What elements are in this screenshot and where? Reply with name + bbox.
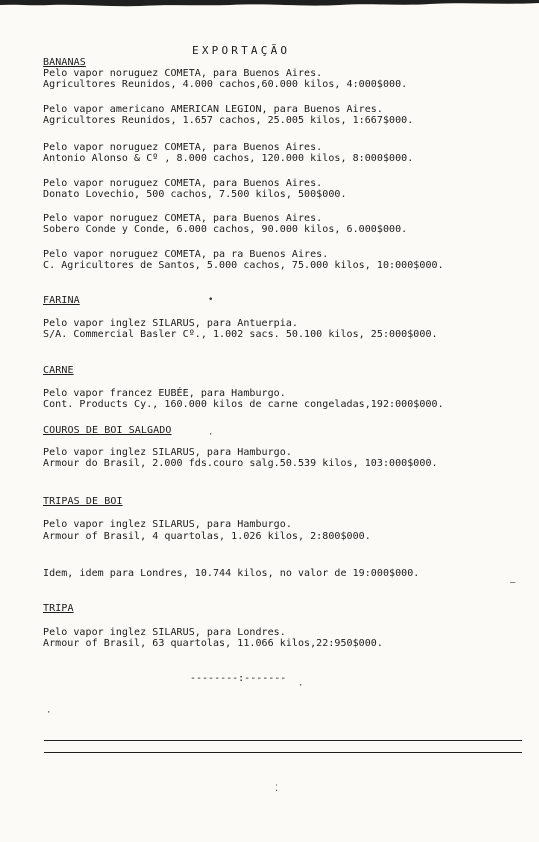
bottom-rule-lower (44, 752, 522, 753)
entry-line: Sobero Conde y Conde, 6.000 cachos, 90.000 kilos, 6.000$000. (43, 224, 408, 235)
section-heading-farina: FARINA (43, 295, 80, 306)
page-top-edge (0, 0, 539, 10)
entry-line: Agricultores Reunidos, 4.000 cachos,60.000 kilos, 4:000$000. (43, 79, 408, 90)
section-heading-bananas: BANANAS (43, 57, 86, 68)
entry-line: Pelo vapor inglez SILARUS, para Londres. (43, 627, 286, 638)
entry-line: Antonio Alonso & Cº , 8.000 cachos, 120.000 kilos, 8:000$000. (43, 153, 414, 164)
entry-line: Pelo vapor inglez SILARUS, para Antuerpia. (43, 318, 298, 329)
entry-line: Pelo vapor noruguez COMETA, pa ra Buenos Aires. (43, 249, 329, 260)
entry-line: Pelo vapor francez EUBÉE, para Hamburgo. (43, 388, 286, 399)
center-separator: --------:------- (190, 673, 287, 684)
entry-line: Pelo vapor noruguez COMETA, para Buenos Aires. (43, 142, 323, 153)
entry-line: Pelo vapor noruguez COMETA, para Buenos Aires. (43, 213, 323, 224)
entry-line: Pelo vapor noruguez COMETA, para Buenos Aires. (43, 68, 323, 79)
ink-speck: • (208, 295, 214, 305)
ink-speck: — (510, 578, 516, 588)
ink-speck: · (208, 430, 214, 440)
ink-speck: ⁚ (275, 784, 278, 794)
section-heading-tripa: TRIPA (43, 603, 74, 614)
entry-line: Pelo vapor inglez SILARUS, para Hamburgo. (43, 519, 292, 530)
entry-line: Cont. Products Cy., 160.000 kilos de carne congeladas,192:000$000. (43, 399, 444, 410)
entry-line: Pelo vapor americano AMERICAN LEGION, para Buenos Aires. (43, 104, 383, 115)
bottom-rule-upper (44, 740, 522, 741)
entry-line: Idem, idem para Londres, 10.744 kilos, no valor de 19:000$000. (43, 568, 420, 579)
entry-line: Armour do Brasil, 2.000 fds.couro salg.50.539 kilos, 103:000$000. (43, 458, 438, 469)
ink-speck: · (298, 681, 304, 691)
entry-line: Donato Lovechio, 500 cachos, 7.500 kilos, 500$000. (43, 189, 347, 200)
entry-line: Agricultores Reunidos, 1.657 cachos, 25.005 kilos, 1:667$000. (43, 115, 414, 126)
section-heading-carne: CARNE (43, 365, 74, 376)
page-title: EXPORTAÇÃO (192, 44, 291, 57)
entry-line: Pelo vapor noruguez COMETA, para Buenos Aires. (43, 178, 323, 189)
entry-line: Armour of Brasil, 4 quartolas, 1.026 kilos, 2:800$000. (43, 531, 371, 542)
section-heading-tripas: TRIPAS DE BOI (43, 496, 123, 507)
ink-speck: · (46, 708, 52, 718)
entry-line: Pelo vapor inglez SILARUS, para Hamburgo. (43, 447, 292, 458)
entry-line: C. Agricultores de Santos, 5.000 cachos, 75.000 kilos, 10:000$000. (43, 260, 444, 271)
entry-line: Armour of Brasil, 63 quartolas, 11.066 kilos,22:950$000. (43, 638, 383, 649)
entry-line: S/A. Commercial Basler Cº., 1.002 sacs. 50.100 kilos, 25:000$000. (43, 329, 438, 340)
section-heading-couros: COUROS DE BOI SALGADO (43, 425, 172, 436)
